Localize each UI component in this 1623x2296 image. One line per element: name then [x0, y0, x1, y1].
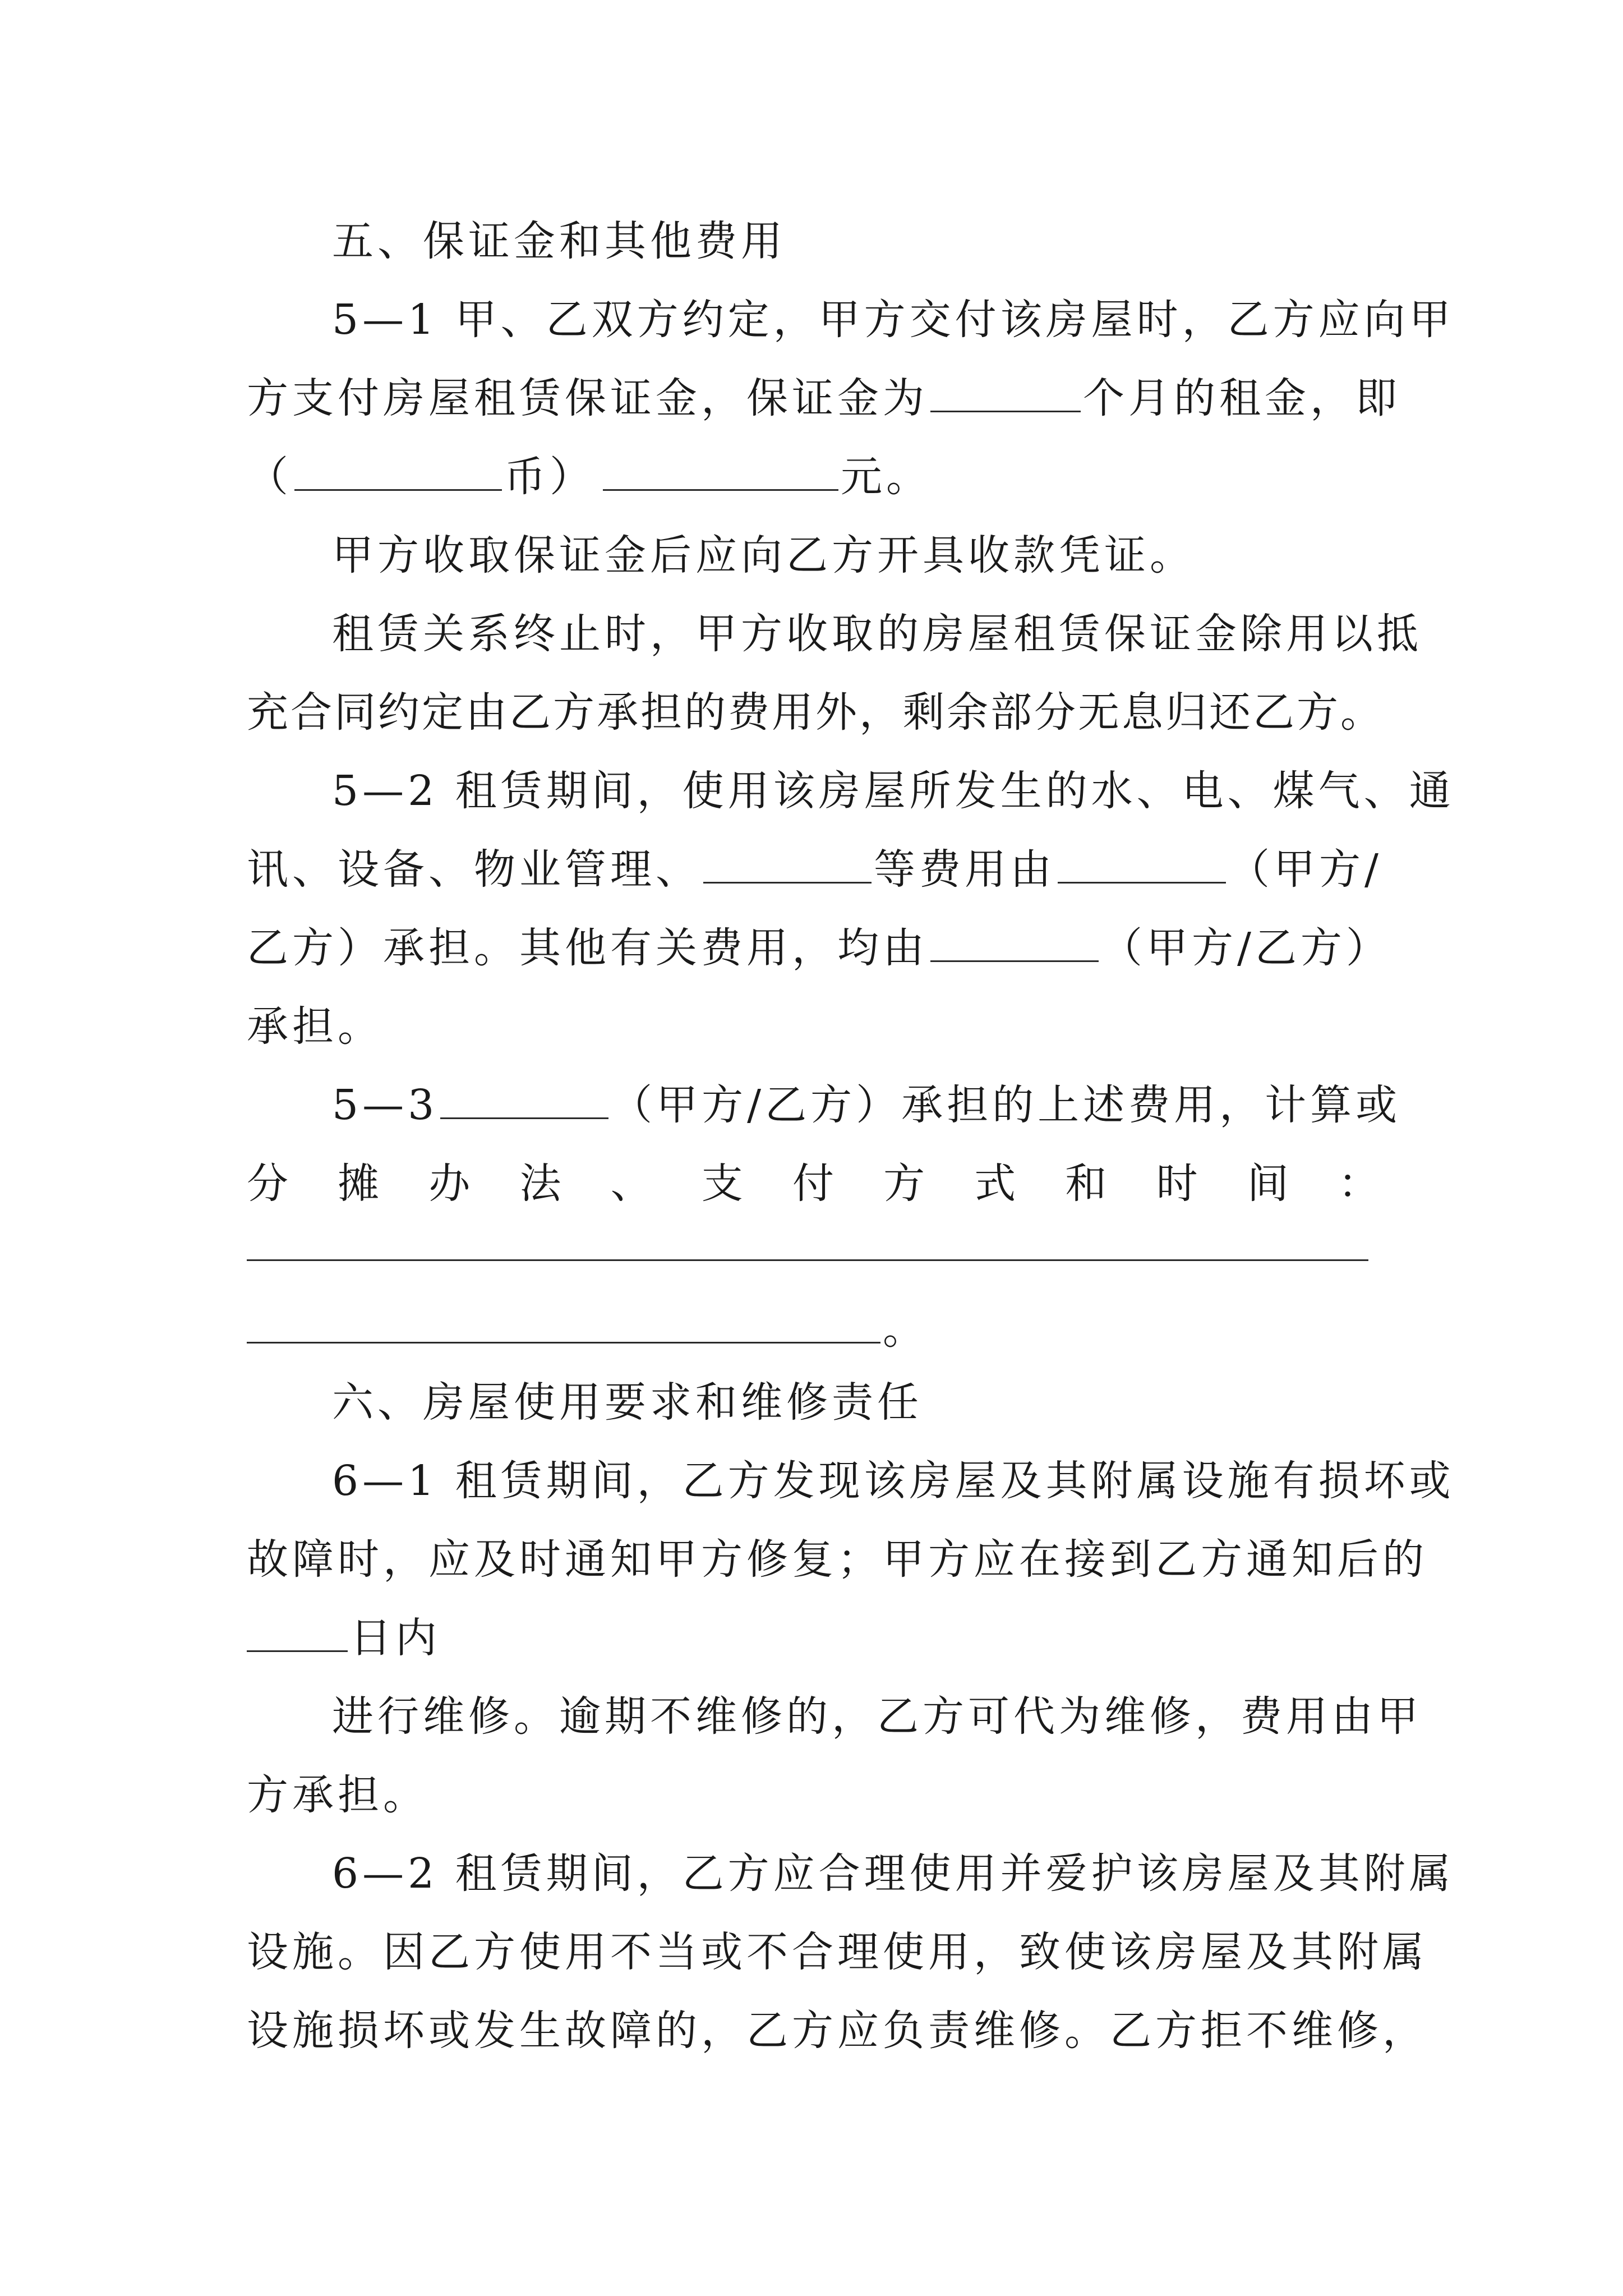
clause-5-1-line-3: （ 币） 元。	[247, 438, 1380, 516]
clause-6-1-line-4: 进行维修。逾期不维修的，乙方可代为维修，费用由甲	[332, 1692, 1422, 1741]
blank-payment-method-line-1[interactable]	[247, 1259, 1368, 1261]
clause-5-3-line-1: 5—3 （甲方/乙方）承担的上述费用，计算或	[247, 1066, 1465, 1144]
clause-5-2-line-4: 承担。	[247, 1002, 383, 1051]
clause-6-2-line-3: 设施损坏或发生故障的，乙方应负责维修。乙方拒不维修，	[247, 2007, 1428, 2055]
paragraph-receipt: 甲方收取保证金后应向乙方开具收款凭证。	[332, 531, 1195, 579]
blank-other-fees[interactable]	[703, 835, 872, 884]
clause-6-2-line-2: 设施。因乙方使用不当或不合理使用，致使该房屋及其附属	[247, 1928, 1428, 1976]
paragraph-termination-line-2: 充合同约定由乙方承担的费用外，剩余部分无息归还乙方。	[247, 688, 1384, 737]
clause-5-2-line-1: 5—2 租赁期间，使用该房屋所发生的水、电、煤气、通	[332, 767, 1455, 815]
clause-5-2-line-2: 讯、设备、物业管理、 等费用由 （甲方/	[247, 830, 1380, 909]
blank-fees-payer[interactable]	[1058, 835, 1226, 884]
clause-5-1-line-1: 5—1 甲、乙双方约定，甲方交付该房屋时，乙方应向甲	[332, 296, 1455, 344]
clause-6-1-line-2: 故障时，应及时通知甲方修复；甲方应在接到乙方通知后的	[247, 1535, 1428, 1584]
blank-payment-method-line-2[interactable]	[247, 1295, 880, 1343]
clause-6-1-line-3: 日内	[247, 1599, 1380, 1677]
paragraph-termination-line-1: 租赁关系终止时，甲方收取的房屋租赁保证金除用以抵	[332, 610, 1422, 658]
blank-deposit-amount[interactable]	[603, 442, 838, 491]
blank-other-payer[interactable]	[930, 913, 1099, 962]
clause-5-3-line-2: 分 摊 办 法 、 支 付 方 式 和 时 间 ：	[247, 1159, 1380, 1208]
blank-bearing-party[interactable]	[440, 1070, 608, 1119]
blank-repair-days[interactable]	[247, 1603, 348, 1652]
section-heading-6: 六、房屋使用要求和维修责任	[332, 1378, 923, 1427]
clause-5-2-line-3: 乙方）承担。其他有关费用，均由 （甲方/乙方）	[247, 909, 1380, 987]
blank-currency[interactable]	[294, 442, 502, 491]
clause-5-1-line-2: 方支付房屋租赁保证金，保证金为 个月的租金，即	[247, 359, 1380, 438]
clause-5-3-line-4: 。	[247, 1290, 1380, 1369]
clause-6-2-line-1: 6—2 租赁期间，乙方应合理使用并爱护该房屋及其附属	[332, 1849, 1455, 1898]
blank-deposit-months[interactable]	[930, 364, 1081, 412]
clause-6-1-line-5: 方承担。	[247, 1771, 428, 1819]
section-heading-5: 五、保证金和其他费用	[332, 217, 786, 265]
clause-6-1-line-1: 6—1 租赁期间，乙方发现该房屋及其附属设施有损坏或	[332, 1457, 1455, 1505]
